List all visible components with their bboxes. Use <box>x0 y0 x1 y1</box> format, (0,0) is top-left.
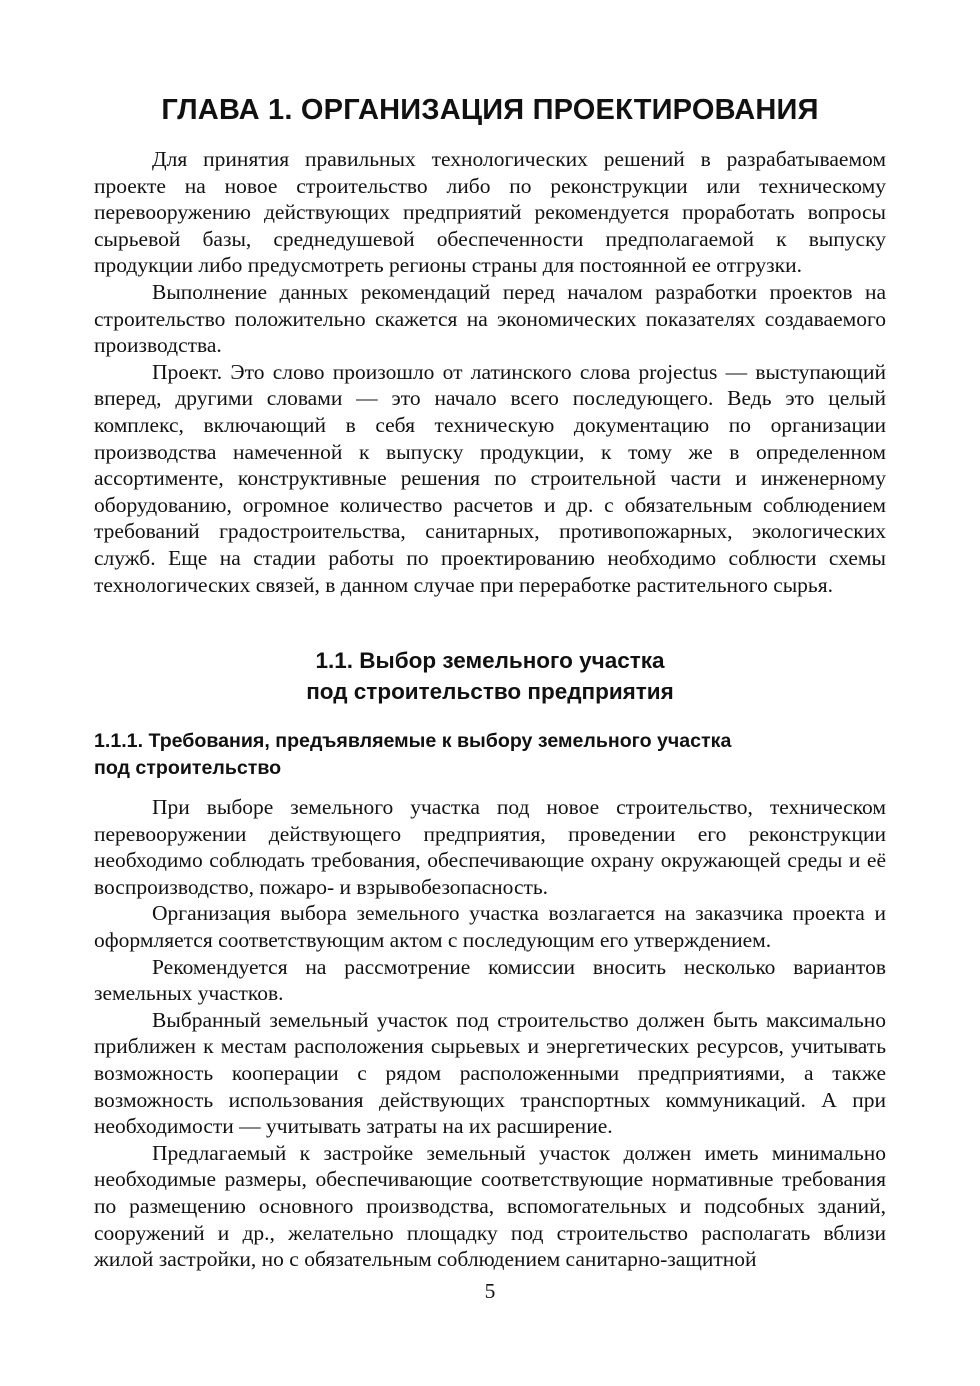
subsection-title <box>94 728 894 782</box>
subsection-paragraph-2: Организация выбора земельного участка возлагается на заказчика проекта и оформляется соответствующим актом с последующим его утверждением. <box>94 901 886 952</box>
subsection-paragraph-3: Рекомендуется на рассмотрение комиссии вносить несколько вариантов земельных участков. <box>94 954 886 1006</box>
subsection-paragraph-1: При выборе земельного участка под новое строительство, техническом перевооружении действующего предприятия, проведении его реконструкции необходимо соблюдать требования, обеспечивающие охрану окружающей среды и её воспроизводство, пожаро- и взрывобезопасность. <box>94 795 886 899</box>
chapter-paragraph-2: Выполнение данных рекомендаций перед началом разработки проектов на строительство положительно скажется на экономических показателях создаваемого производства. <box>94 279 886 358</box>
subsection-body <box>94 794 886 1273</box>
subsection-paragraph-5: Предлагаемый к застройке земельный участок должен иметь минимально необходимые размеры, обеспечивающие соответствующие нормативные требования по размещению основного производства, вспомогательных и подсобных зданий, сооружений и др., желательно площадку под строительство располагать вблизи жилой застройки, но с обязательным соблюдением санитарно-защитной <box>94 1140 886 1272</box>
chapter-title: ГЛАВА 1. ОРГАНИЗАЦИЯ ПРОЕКТИРОВАНИЯ <box>161 94 819 126</box>
chapter-paragraph-1: Для принятия правильных технологических решений в разрабатываемом проекте на новое строительство либо по реконструкции или техническому перевооружению действующих предприятий рекомендуется проработать вопросы сырьевой базы, среднедушевой обеспеченности предполагаемой к выпуску продукции либо предусмотреть регионы страны для постоянной ее отгрузки. <box>94 147 886 278</box>
subsection-paragraph-4: Выбранный земельный участок под строительство должен быть максимально приближен к местам расположения сырьевых и энергетических ресурсов, учитывать возможность кооперации с рядом расположенными предприятиями, а также возможность использования действующих транспортных коммуникаций. А при необходимости — учитывать затраты на их расширение. <box>94 1007 886 1139</box>
section-title-line-1: 1.1. Выбор земельного участка <box>315 648 665 673</box>
chapter-body <box>94 146 886 598</box>
section-title <box>94 645 886 707</box>
chapter-paragraph-3: Проект. Это слово произошло от латинского слова projectus — выступающий вперед, другими словами — это начало всего последующего. Ведь это целый комплекс, включающий в себя техническую документацию по организации производства намеченной к выпуску продукции, к тому же в определенном ассортименте, конструктивные решения по строительной части и инженерному оборудованию, огромное количество расчетов и др. с обязательным соблюдением требований градостроительства, санитарных, противопожарных, экологических служб. Еще на стадии работы по проектированию необходимо соблюсти схемы технологических связей, в данном случае при переработке растительного сырья. <box>94 359 886 597</box>
subsection-title-line-1: 1.1.1. Требования, предъявляемые к выбору земельного участка <box>94 730 732 752</box>
page-number: 5 <box>484 1279 496 1303</box>
section-title-line-2: под строительство предприятия <box>306 679 674 704</box>
subsection-title-line-2: под строительство <box>94 757 282 779</box>
